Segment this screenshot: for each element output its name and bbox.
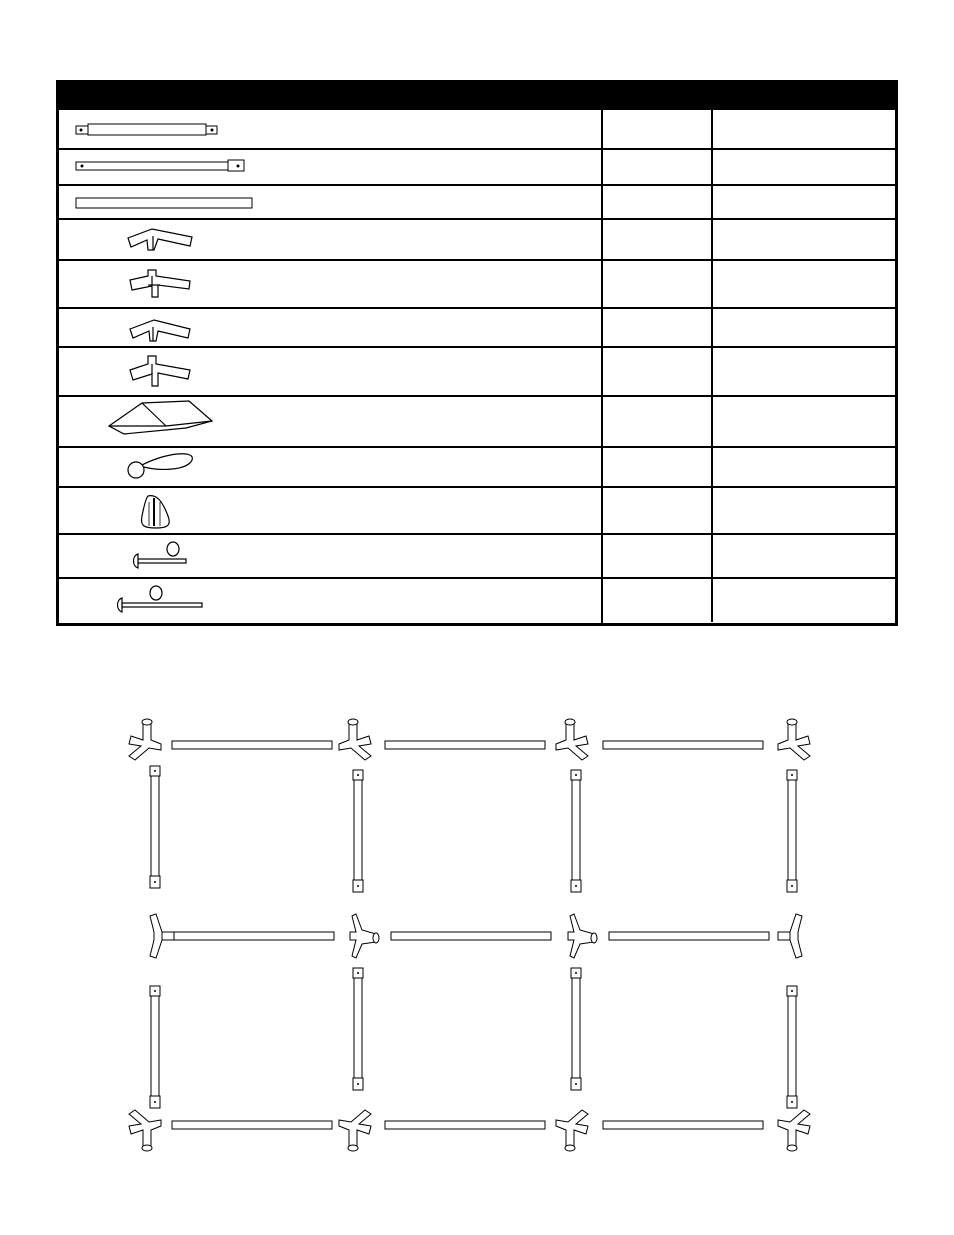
- pole-icon: [150, 986, 160, 1108]
- connector-icon: [778, 1110, 810, 1151]
- connector-icon: [339, 719, 371, 760]
- pole-icon: [150, 766, 160, 888]
- pole-icon: [787, 770, 797, 892]
- pole-icon: [787, 986, 797, 1108]
- connector-icon: [556, 1110, 588, 1151]
- straight-pole-icon: [76, 198, 252, 208]
- parts-table: [56, 80, 898, 626]
- pole-icon: [603, 1121, 763, 1129]
- connector-icon: [778, 914, 802, 958]
- pole-icon: [603, 741, 763, 749]
- pole-icon: [385, 1121, 545, 1129]
- connector-icon: [129, 1110, 161, 1151]
- pole-icon: [353, 770, 363, 892]
- frame-lower-poles: [150, 968, 797, 1108]
- pole-icon: [172, 1121, 332, 1129]
- frame-row-middle: [150, 914, 802, 958]
- frame-assembly-diagram: [0, 700, 954, 1170]
- pole-icon: [609, 932, 769, 940]
- connector-icon: [129, 719, 161, 760]
- table-header-bar: [56, 80, 898, 110]
- connector-icon: [556, 719, 588, 760]
- pole-with-end-sleeve-icon: [76, 160, 244, 171]
- frame-row-bottom: [129, 1110, 810, 1151]
- pole-with-sleeves-icon: [76, 124, 217, 135]
- connector-icon: [778, 719, 810, 760]
- connector-icon: [568, 914, 597, 958]
- pole-icon: [174, 932, 334, 940]
- parts-table-graphic: [56, 80, 898, 626]
- frame-assembly-graphic: [0, 700, 954, 1170]
- connector-icon: [350, 914, 379, 958]
- pole-icon: [571, 770, 581, 892]
- pole-icon: [391, 932, 551, 940]
- pole-icon: [353, 968, 363, 1090]
- pole-icon: [385, 741, 545, 749]
- frame-row-top: [129, 719, 810, 760]
- frame-upper-poles: [150, 766, 797, 892]
- connector-icon: [339, 1110, 371, 1151]
- connector-icon: [150, 914, 174, 958]
- pole-icon: [571, 968, 581, 1090]
- pole-icon: [172, 741, 332, 749]
